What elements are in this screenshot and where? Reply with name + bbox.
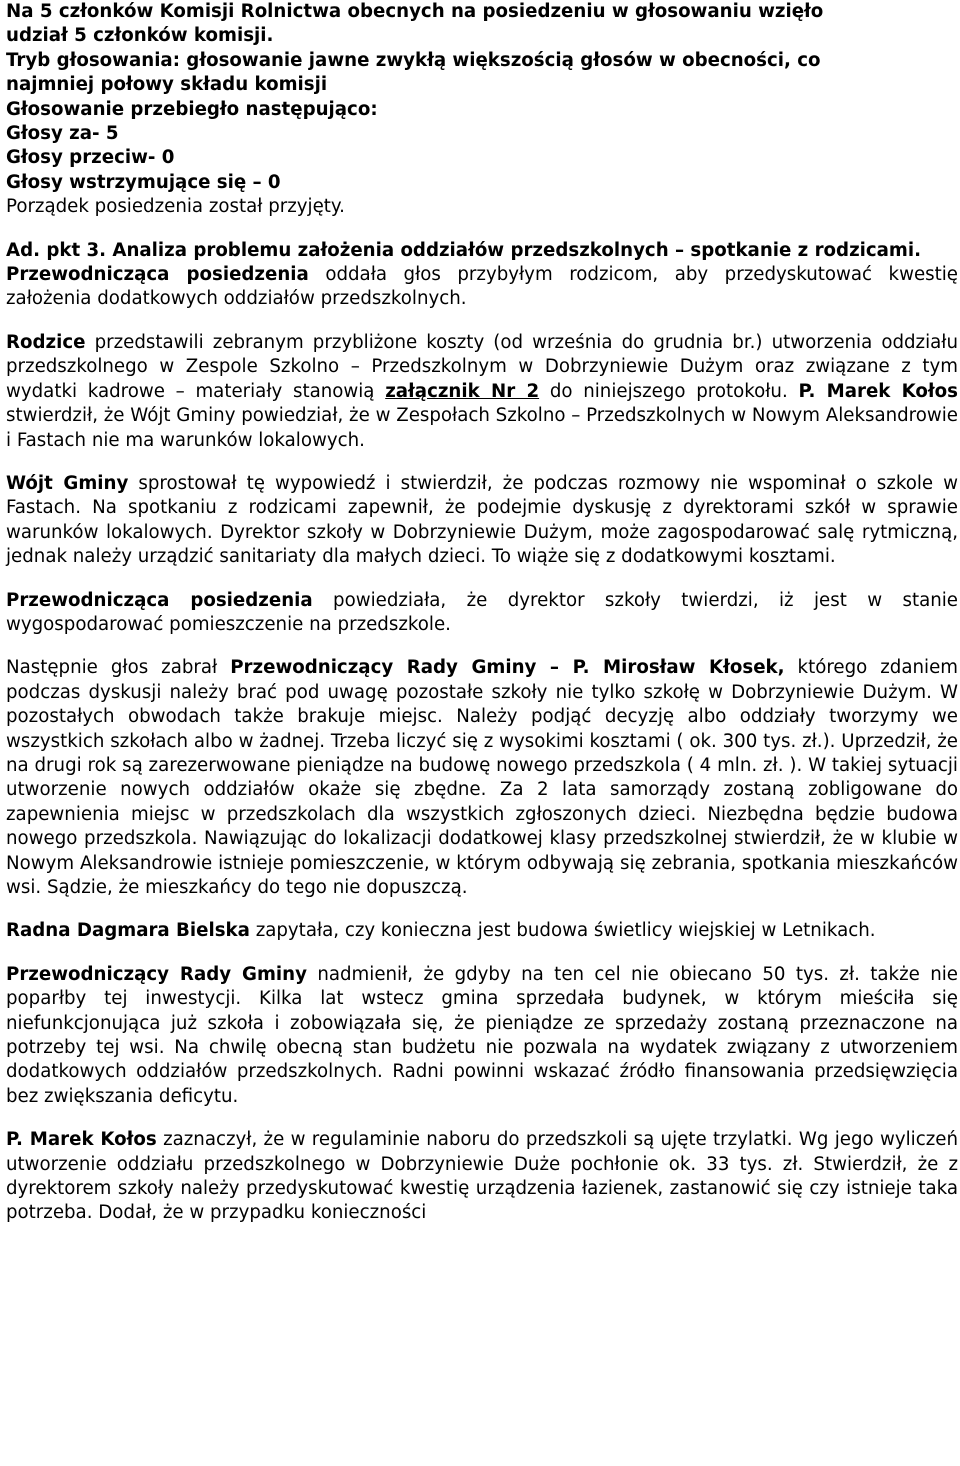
speaker-name: P. Marek Kołos: [798, 380, 958, 402]
document-page: [6, 0, 958, 1226]
paragraph-text: oddała głos przybyłym rodzicom, aby przedyskutować kwestię założenia dodatkowych oddziałów przedszkolnych.: [6, 264, 958, 310]
speaker-name: P. Marek Kołos: [6, 1129, 157, 1151]
speaker-name: Wójt Gminy: [6, 472, 129, 494]
paragraph-text: zapytała, czy konieczna jest budowa świetlicy wiejskiej w Letnikach.: [249, 920, 876, 942]
speaker-name: Radna Dagmara Bielska: [6, 920, 250, 942]
speaker-name: Przewodnicząca posiedzenia: [6, 264, 309, 286]
voting-line: Głosowanie przebiegło następująco:: [6, 98, 378, 120]
paragraph-7: [6, 963, 958, 1109]
speaker-name: Przewodnicząca posiedzenia: [6, 589, 313, 611]
voting-result: Porządek posiedzenia został przyjęty.: [6, 196, 345, 218]
agenda-heading-text: Ad. pkt 3. Analiza problemu założenia oddziałów przedszkolnych – spotkanie z rodzicami.: [6, 239, 922, 261]
paragraph-1: [6, 263, 958, 312]
voting-line: Głosy za- 5: [6, 123, 119, 145]
paragraph-4: [6, 589, 958, 638]
speaker-name: Przewodniczący Rady Gminy: [6, 963, 307, 985]
paragraph-text: powiedziała, że dyrektor szkoły twierdzi, iż jest w stanie wygospodarować pomieszczenie na przedszkole.: [6, 589, 958, 635]
paragraph-3: [6, 472, 958, 570]
voting-line: Głosy wstrzymujące się – 0: [6, 171, 281, 193]
paragraph-text: nadmienił, że gdyby na ten cel nie obiecano 50 tys. zł. także nie poparłby tej inwestycji. Kilka lat wstecz gmina sprzedała budynek, w którym mieściła się niefunkcjonująca już szkoła i zobowiązała się, że pieniądze ze sprzedaży zostaną przeznaczone na potrzeby tej wsi. Na chwilę obecną stan budżetu nie pozwala na wydatek związany z utworzeniem dodatkowych oddziałów przedszkolnych. Radni powinni wskazać źródło finansowania przedsięwzięcia bez zwiększania deficytu.: [6, 963, 958, 1107]
voting-line: Na 5 członków Komisji Rolnictwa obecnych na posiedzeniu w głosowaniu wzięło: [6, 1, 824, 22]
voting-summary: [6, 0, 958, 220]
speaker-name: Rodzice: [6, 331, 86, 353]
paragraph-6: [6, 919, 958, 943]
paragraph-text: zaznaczył, że w regulaminie naboru do przedszkoli są ujęte trzylatki. Wg jego wyliczeń utworzenie oddziału przedszkolnego w Dobrzyniewie Duże pochłonie ok. 33 tys. zł. Stwierdził, że z dyrektorem szkoły należy przedyskutować kwestię urządzenia łazienek, zastanowić się czy istnieje taka potrzeba. Dodał, że w przypadku konieczności: [6, 1129, 958, 1224]
paragraph-intro: Następnie głos zabrał: [6, 657, 231, 679]
paragraph-8: [6, 1128, 958, 1226]
speaker-name: Przewodniczący Rady Gminy – P. Mirosław Kłosek,: [230, 657, 785, 679]
voting-line: najmniej połowy składu komisji: [6, 74, 328, 96]
paragraph-2: [6, 331, 958, 453]
paragraph-text: stwierdził, że Wójt Gminy powiedział, że w Zespołach Szkolno – Przedszkolnych w Nowym Aleksandrowie i Fastach nie ma warunków lokalowych.: [6, 405, 958, 451]
agenda-heading: [6, 239, 958, 263]
voting-line: Tryb głosowania: głosowanie jawne zwykłą większością głosów w obecności, co: [6, 49, 821, 71]
voting-line: Głosy przeciw- 0: [6, 147, 175, 169]
paragraph-text: którego zdaniem podczas dyskusji należy brać pod uwagę pozostałe szkoły nie tylko szkołę w Dobrzyniewie Dużym. W pozostałych obwodach także brakuje miejsc. Należy podjąć decyzję albo oddziały tworzymy we wszystkich szkołach albo w żadnej. Trzeba liczyć się z wysokimi kosztami ( ok. 300 tys. zł.). Uprzedził, że na drugi rok są zarezerwowane pieniądze na budowę nowego przedszkola ( 4 mln. zł. ). W takiej sytuacji utworzenie nowych oddziałów okaże się zbędne. Za 2 lata samorządy zostaną zobligowane do zapewnienia miejsc w przedszkolach dla wszystkich zgłoszonych dzieci. Niezbędna będzie budowa nowego przedszkola. Nawiązując do lokalizacji dodatkowej klasy przedszkolnej stwierdził, że w klubie w Nowym Aleksandrowie istnieje pomieszczenie, w którym odbywają się zebrania, spotkania mieszkańców wsi. Sądzie, że mieszkańcy do tego nie dopuszczą.: [6, 657, 958, 898]
attachment-reference: załącznik Nr 2: [385, 380, 540, 402]
paragraph-text: przedstawili zebranym przybliżone koszty (od września do grudnia br.) utworzenia oddziału przedszkolnego w Zespole Szkolno – Przedszkolnym w Dobrzyniewie Dużym oraz związane z tym wydatki kadrowe – materiały stanowią: [6, 331, 958, 402]
paragraph-text: do niniejszego protokołu.: [539, 380, 799, 402]
paragraph-5: [6, 656, 958, 900]
paragraph-text: sprostował tę wypowiedź i stwierdził, że podczas rozmowy nie wspominał o szkole w Fastach. Na spotkaniu z rodzicami zapewnił, że podejmie dyskusję z dyrektorami szkół w sprawie warunków lokalowych. Dyrektor szkoły w Dobrzyniewie Dużym, może zagospodarować salę rytmiczną, jednak należy urządzić sanitariaty dla małych dzieci. To wiąże się z dodatkowymi kosztami.: [6, 472, 958, 568]
voting-line: udział 5 członków komisji.: [6, 25, 274, 47]
